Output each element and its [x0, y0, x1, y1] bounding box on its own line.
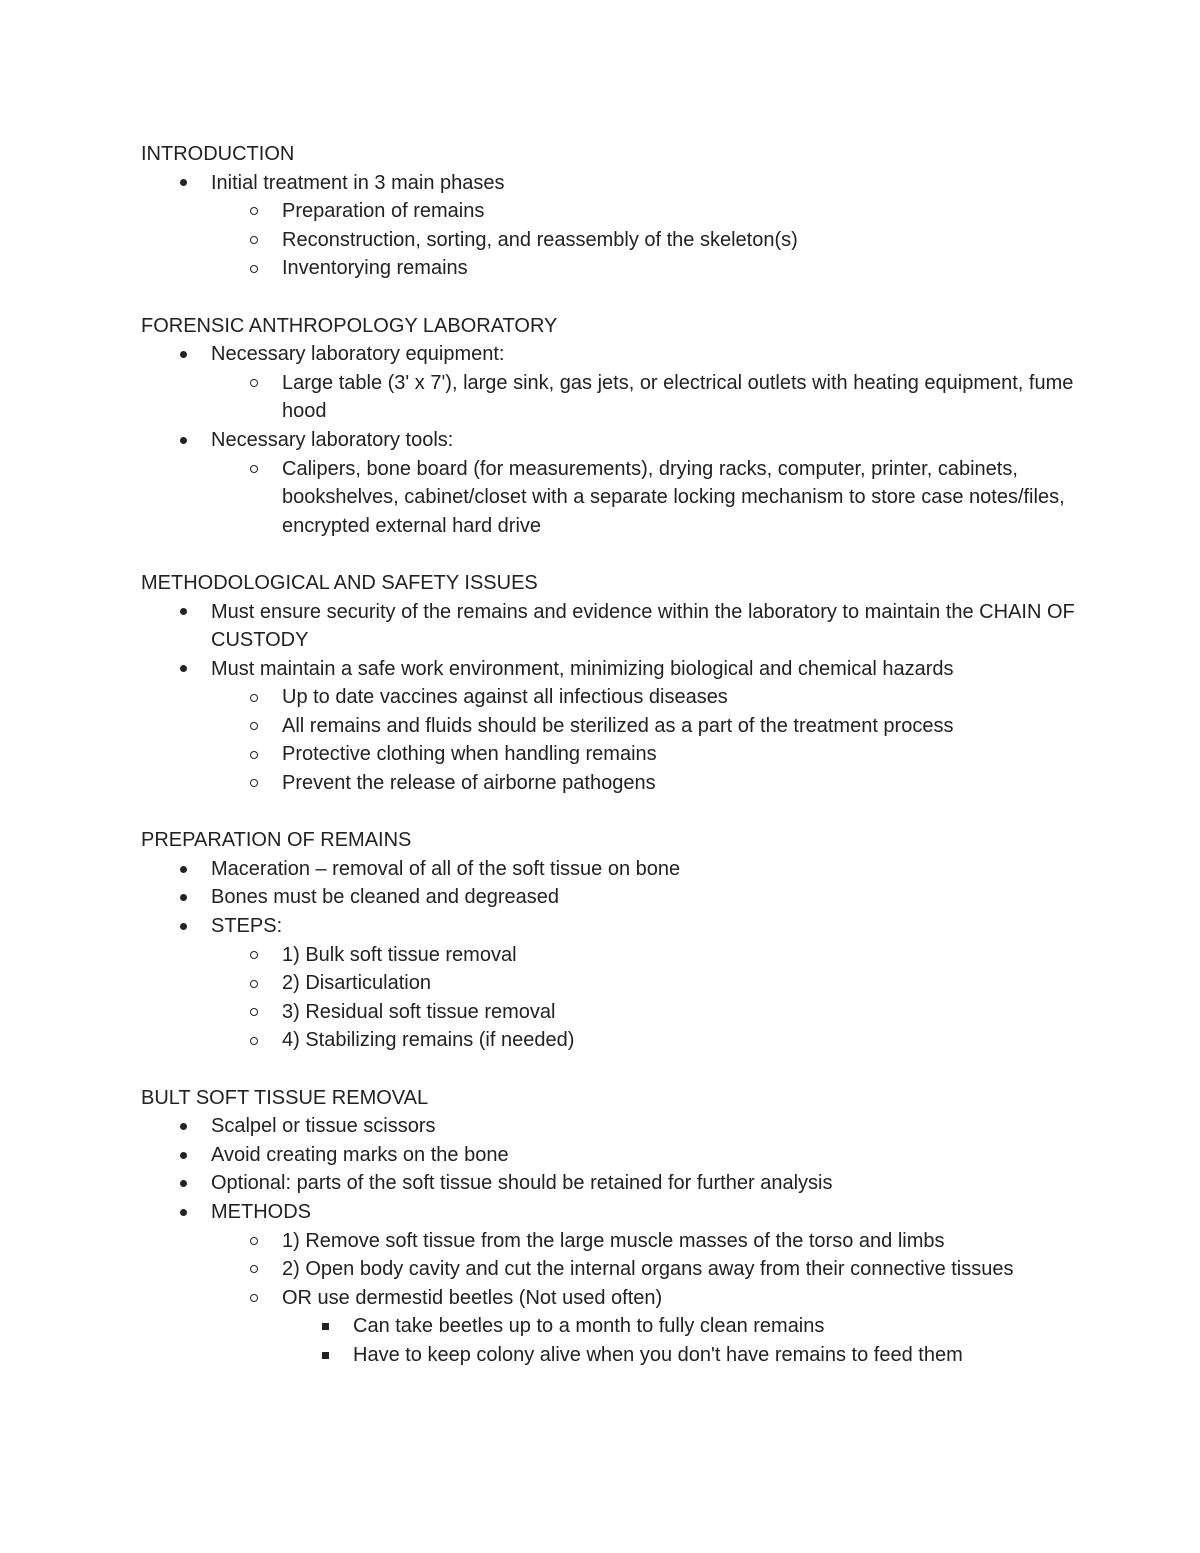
list-item-text: Necessary laboratory equipment:: [211, 343, 505, 366]
list-item-text: 2) Open body cavity and cut the internal organs away from their connective tissues: [282, 1258, 1014, 1281]
list-item-text: Must ensure security of the remains and evidence within the laboratory to maintain the CHAIN OF CUSTODY: [211, 600, 1075, 652]
list-item-text: 1) Bulk soft tissue removal: [282, 943, 517, 966]
list-item-level-2: [141, 712, 1081, 741]
list-item-level-1: [141, 1112, 1081, 1141]
filled-circle-bullet-icon: [176, 912, 190, 941]
list-item-level-2: [141, 740, 1081, 769]
list-item-text: Can take beetles up to a month to fully clean remains: [353, 1315, 825, 1338]
list-item-text: Initial treatment in 3 main phases: [211, 171, 505, 194]
list-item-text: Bones must be cleaned and degreased: [211, 886, 560, 909]
list-item-text: Calipers, bone board (for measurements), drying racks, computer, printer, cabinets, bookshelves, cabinet/closet with a separate locking mechanism to store case notes/files, encrypted external hard drive: [282, 457, 1065, 537]
list-item-text: METHODS: [211, 1200, 311, 1223]
hollow-circle-bullet-icon: [247, 769, 261, 798]
filled-circle-bullet-icon: [176, 883, 190, 912]
list-item-level-1: [141, 655, 1081, 684]
list-item-level-2: [141, 941, 1081, 970]
list-item-text: Protective clothing when handling remains: [282, 743, 657, 766]
section-heading: BULT SOFT TISSUE REMOVAL: [141, 1086, 429, 1109]
list-item-text: Have to keep colony alive when you don't have remains to feed them: [353, 1343, 963, 1366]
hollow-circle-bullet-icon: [247, 969, 261, 998]
square-bullet-icon: [318, 1341, 332, 1370]
list-item-level-1: [141, 1198, 1081, 1227]
document-section: [141, 1084, 1081, 1370]
filled-circle-bullet-icon: [176, 1141, 190, 1170]
filled-circle-bullet-icon: [176, 655, 190, 684]
list-item-level-2: [141, 769, 1081, 798]
list-item-text: Must maintain a safe work environment, minimizing biological and chemical hazards: [211, 657, 954, 680]
list-item-text: Inventorying remains: [282, 257, 468, 280]
list-item-level-1: [141, 912, 1081, 941]
section-heading: METHODOLOGICAL AND SAFETY ISSUES: [141, 571, 538, 594]
list-item-text: 3) Residual soft tissue removal: [282, 1000, 556, 1023]
square-bullet-icon: [318, 1312, 332, 1341]
list-item-text: 2) Disarticulation: [282, 972, 431, 995]
list-item-text: OR use dermestid beetles (Not used often): [282, 1286, 663, 1309]
list-item-text: Prevent the release of airborne pathogens: [282, 772, 656, 795]
section-heading: PREPARATION OF REMAINS: [141, 829, 412, 852]
list-item-level-3: [141, 1312, 1081, 1341]
list-item-level-2: [141, 683, 1081, 712]
list-item-level-2: [141, 369, 1081, 426]
hollow-circle-bullet-icon: [247, 740, 261, 769]
hollow-circle-bullet-icon: [247, 683, 261, 712]
document-section: [141, 569, 1081, 798]
list-item-level-2: [141, 455, 1081, 541]
list-item-text: All remains and fluids should be sterilized as a part of the treatment process: [282, 714, 954, 737]
filled-circle-bullet-icon: [176, 340, 190, 369]
list-item-text: Preparation of remains: [282, 200, 485, 223]
hollow-circle-bullet-icon: [247, 941, 261, 970]
list-item-level-2: [141, 1255, 1081, 1284]
list-item-text: Avoid creating marks on the bone: [211, 1143, 509, 1166]
hollow-circle-bullet-icon: [247, 998, 261, 1027]
list-item-level-2: [141, 254, 1081, 283]
list-item-level-3: [141, 1341, 1081, 1370]
list-item-level-2: [141, 1284, 1081, 1313]
list-item-text: Optional: parts of the soft tissue should be retained for further analysis: [211, 1172, 833, 1195]
list-item-text: STEPS:: [211, 915, 283, 938]
list-item-text: Maceration – removal of all of the soft tissue on bone: [211, 857, 681, 880]
hollow-circle-bullet-icon: [247, 1026, 261, 1055]
section-heading: INTRODUCTION: [141, 143, 295, 165]
list-item-level-1: [141, 1169, 1081, 1198]
hollow-circle-bullet-icon: [247, 1255, 261, 1284]
filled-circle-bullet-icon: [176, 169, 190, 198]
list-item-level-2: [141, 969, 1081, 998]
list-item-text: 4) Stabilizing remains (if needed): [282, 1029, 575, 1052]
document-section: [141, 826, 1081, 1055]
list-item-text: Up to date vaccines against all infectious diseases: [282, 686, 728, 709]
list-item-level-1: [141, 169, 1081, 198]
document-content: [141, 140, 1081, 1370]
list-item-level-2: [141, 998, 1081, 1027]
hollow-circle-bullet-icon: [247, 1227, 261, 1256]
list-item-level-1: [141, 1141, 1081, 1170]
filled-circle-bullet-icon: [176, 1112, 190, 1141]
list-item-level-2: [141, 1026, 1081, 1055]
list-item-text: Large table (3' x 7'), large sink, gas jets, or electrical outlets with heating equipment, fume hood: [282, 371, 1074, 423]
document-section: [141, 312, 1081, 541]
hollow-circle-bullet-icon: [247, 369, 261, 398]
hollow-circle-bullet-icon: [247, 197, 261, 226]
hollow-circle-bullet-icon: [247, 1284, 261, 1313]
document-section: [141, 140, 1081, 283]
hollow-circle-bullet-icon: [247, 455, 261, 484]
list-item-level-1: [141, 340, 1081, 369]
filled-circle-bullet-icon: [176, 855, 190, 884]
list-item-text: Scalpel or tissue scissors: [211, 1115, 436, 1138]
list-item-level-1: [141, 855, 1081, 884]
hollow-circle-bullet-icon: [247, 226, 261, 255]
filled-circle-bullet-icon: [176, 1198, 190, 1227]
list-item-level-2: [141, 197, 1081, 226]
list-item-level-1: [141, 426, 1081, 455]
section-heading: FORENSIC ANTHROPOLOGY LABORATORY: [141, 314, 558, 337]
hollow-circle-bullet-icon: [247, 712, 261, 741]
list-item-level-1: [141, 598, 1081, 655]
list-item-text: Reconstruction, sorting, and reassembly of the skeleton(s): [282, 228, 798, 251]
list-item-text: 1) Remove soft tissue from the large muscle masses of the torso and limbs: [282, 1229, 945, 1252]
list-item-level-2: [141, 226, 1081, 255]
filled-circle-bullet-icon: [176, 1169, 190, 1198]
list-item-text: Necessary laboratory tools:: [211, 428, 454, 451]
filled-circle-bullet-icon: [176, 598, 190, 627]
hollow-circle-bullet-icon: [247, 254, 261, 283]
list-item-level-2: [141, 1227, 1081, 1256]
filled-circle-bullet-icon: [176, 426, 190, 455]
list-item-level-1: [141, 883, 1081, 912]
